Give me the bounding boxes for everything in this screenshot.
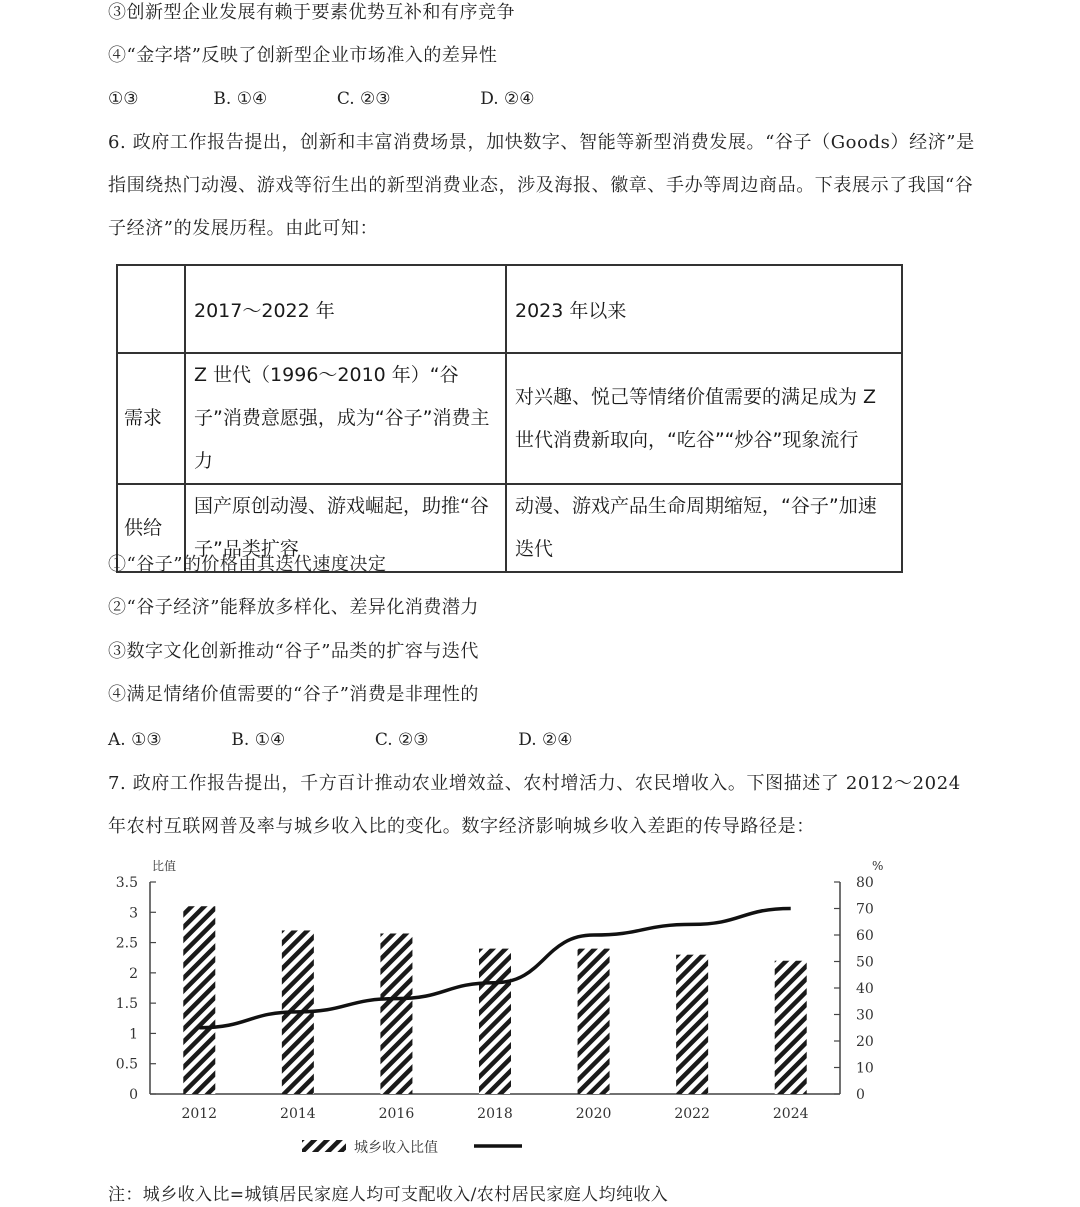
q6-statement-4: ④满足情绪价值需要的“谷子”消费是非理性的 (108, 684, 479, 705)
x-tick-label: 2024 (772, 1106, 809, 1122)
left-tick-label: 1 (129, 1026, 138, 1043)
q6-option-c[interactable]: C. ②③ (374, 730, 429, 750)
q5-option-b[interactable]: B. ①④ (213, 89, 268, 109)
left-tick-label: 2.5 (115, 935, 138, 952)
q6-option-a[interactable]: A. ①③ (108, 730, 162, 750)
x-tick-label: 2020 (575, 1106, 612, 1122)
table-cell-demand-early: Z 世代（1996～2010 年）“谷子”消费意愿强，成为“谷子”消费主力 (185, 353, 506, 484)
right-tick-label: 40 (856, 981, 874, 997)
table-row-supply-label: 供给 (117, 484, 185, 572)
q6-stem: 6. 政府工作报告提出，创新和丰富消费场景，加快数字、智能等新型消费发展。“谷子（Goods）经济”是指围绕热门动漫、游戏等衍生出的新型消费业态，涉及海报、徽章、手办等周边商品。下表展示了我国“谷子经济”的发展历程。由此可知： (108, 132, 975, 239)
q5-option-c[interactable]: C. ②③ (336, 89, 391, 109)
legend-bar-swatch (302, 1140, 346, 1152)
table-header-2017-2022: 2017～2022 年 (185, 265, 506, 353)
right-tick-label: 80 (856, 875, 874, 891)
left-tick-label: 3.5 (115, 875, 138, 891)
right-tick-label: 30 (856, 1007, 874, 1024)
left-axis-unit: 比值 (152, 859, 177, 873)
right-tick-label: 20 (856, 1034, 874, 1050)
table-header-2023: 2023 年以来 (506, 265, 902, 353)
q6-option-b[interactable]: B. ①④ (231, 730, 286, 750)
q7-stem: 7. 政府工作报告提出，千方百计推动农业增效益、农村增活力、农民增收入。下图描述了 2012～2024 年农村互联网普及率与城乡收入比的变化。数字经济影响城乡收入差距的传导路径是： (108, 773, 961, 837)
left-tick-label: 0.5 (115, 1056, 138, 1073)
left-tick-label: 2 (129, 965, 138, 982)
x-tick-label: 2014 (280, 1106, 316, 1122)
income-internet-chart (90, 852, 910, 1172)
x-tick-label: 2016 (378, 1106, 415, 1122)
chart-note: 注：城乡收入比=城镇居民家庭人均可支配收入/农村居民家庭人均纯收入 (108, 1185, 669, 1205)
right-tick-label: 0 (856, 1087, 865, 1103)
chart-svg (90, 852, 910, 1172)
income-ratio-bar (183, 906, 215, 1094)
q5-statement-3: ③创新型企业发展有赖于要素优势互补和有序竞争 (108, 2, 515, 23)
q6-option-d[interactable]: D. ②④ (518, 730, 573, 750)
table-corner-cell (117, 265, 185, 353)
income-ratio-bar (578, 949, 610, 1094)
q5-option-a[interactable]: ①③ (108, 89, 139, 109)
table-row-demand-label: 需求 (117, 353, 185, 484)
right-tick-label: 70 (856, 901, 874, 918)
q6-statement-2: ②“谷子经济”能释放多样化、差异化消费潜力 (108, 597, 479, 618)
q6-statement-1: ①“谷子”的价格由其迭代速度决定 (108, 554, 387, 575)
left-tick-label: 3 (129, 905, 138, 922)
x-tick-label: 2018 (477, 1106, 513, 1122)
right-axis-unit: % (872, 859, 884, 873)
right-tick-label: 60 (856, 928, 874, 944)
q5-statement-4: ④“金字塔”反映了创新型企业市场准入的差异性 (108, 45, 498, 66)
q6-options (108, 730, 573, 750)
left-tick-label: 1.5 (115, 996, 138, 1013)
income-ratio-bar (676, 955, 708, 1094)
x-tick-label: 2022 (674, 1106, 710, 1122)
income-ratio-bar (775, 961, 807, 1094)
right-tick-label: 10 (856, 1060, 874, 1077)
q6-statement-3: ③数字文化创新推动“谷子”品类的扩容与迭代 (108, 641, 479, 662)
legend-bar-label: 城乡收入比值 (354, 1140, 438, 1156)
right-tick-label: 50 (856, 954, 874, 971)
q5-options (108, 89, 535, 109)
goods-economy-table (116, 264, 903, 573)
table-cell-supply-early: 国产原创动漫、游戏崛起，助推“谷子”品类扩容 (185, 484, 506, 572)
income-ratio-bar (479, 949, 511, 1094)
table-cell-demand-late: 对兴趣、悦己等情绪价值需要的满足成为 Z 世代消费新取向，“吃谷”“炒谷”现象流行 (506, 353, 902, 484)
income-ratio-bar (380, 933, 412, 1094)
x-tick-label: 2012 (181, 1106, 218, 1122)
q5-option-d[interactable]: D. ②④ (480, 89, 535, 109)
table-cell-supply-late: 动漫、游戏产品生命周期缩短，“谷子”加速迭代 (506, 484, 902, 572)
left-tick-label: 0 (129, 1087, 138, 1103)
